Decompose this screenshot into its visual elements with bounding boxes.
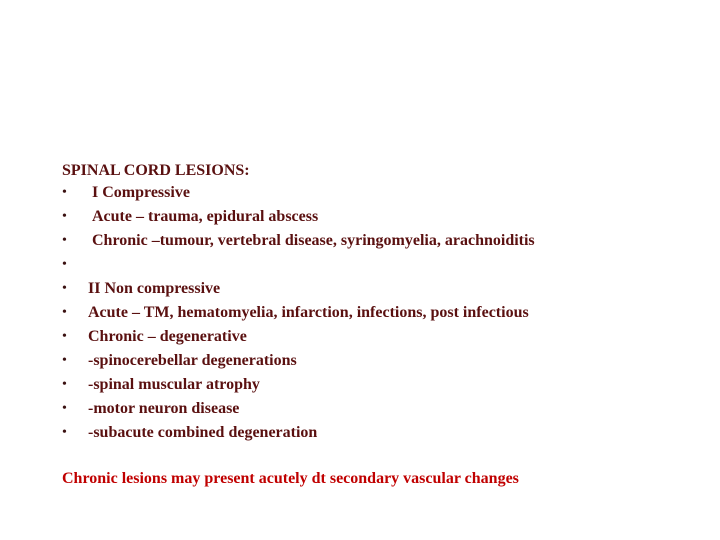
- bullet-icon: •: [62, 257, 67, 272]
- bullet-text: Chronic – degenerative: [88, 328, 247, 345]
- bullet-text: -spinocerebellar degenerations: [88, 352, 297, 369]
- bullet-text: II Non compressive: [88, 280, 221, 297]
- slide-heading: SPINAL CORD LESIONS:: [62, 162, 250, 179]
- bullet-text: Acute – trauma, epidural abscess: [92, 208, 319, 225]
- bullet-icon: •: [62, 425, 67, 440]
- bullet-text: Acute – TM, hematomyelia, infarction, infections, post infectious: [88, 304, 529, 321]
- bullet-text: I Compressive: [92, 184, 190, 201]
- bullet-icon: •: [62, 281, 67, 296]
- bullet-icon: •: [62, 353, 67, 368]
- bullet-icon: •: [62, 233, 67, 248]
- bullet-icon: •: [62, 377, 67, 392]
- bullet-icon: •: [62, 329, 67, 344]
- bullet-text: -spinal muscular atrophy: [88, 376, 260, 393]
- bullet-icon: •: [62, 305, 67, 320]
- bullet-icon: •: [62, 209, 67, 224]
- bullet-icon: •: [62, 401, 67, 416]
- bullet-text: -subacute combined degeneration: [88, 424, 318, 441]
- bullet-text: -motor neuron disease: [88, 400, 240, 417]
- bullet-text: Chronic –tumour, vertebral disease, syringomyelia, arachnoiditis: [92, 232, 535, 249]
- footer-note: Chronic lesions may present acutely dt secondary vascular changes: [62, 470, 519, 487]
- bullet-icon: •: [62, 185, 67, 200]
